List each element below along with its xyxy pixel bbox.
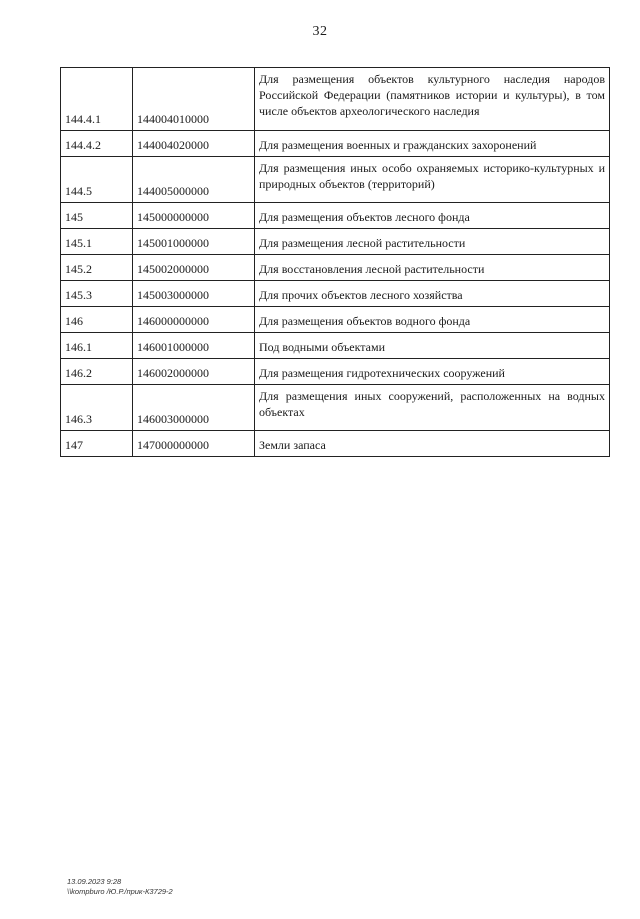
row-description-cell: Для размещения военных и гражданских захоронений [255,131,610,157]
row-number-cell: 145.1 [61,229,133,255]
row-code-cell: 144004010000 [133,68,255,131]
row-description-cell: Для размещения объектов культурного наследия народов Российской Федерации (памятников истории и культуры), в том числе объектов археологического наследия [255,68,610,131]
row-description-cell: Под водными объектами [255,333,610,359]
row-code-cell: 145000000000 [133,203,255,229]
table-row [61,281,610,307]
land-use-codes-table [60,67,610,457]
row-code-cell: 146003000000 [133,385,255,431]
document-footer [67,877,173,897]
row-code-cell: 145002000000 [133,255,255,281]
row-number-cell: 146.2 [61,359,133,385]
row-number-cell: 145.2 [61,255,133,281]
row-description-cell: Для восстановления лесной растительности [255,255,610,281]
table-row [61,68,610,131]
table-row [61,229,610,255]
row-description-cell: Для размещения гидротехнических сооружений [255,359,610,385]
row-code-cell: 146001000000 [133,333,255,359]
row-number-cell: 144.4.1 [61,68,133,131]
footer-timestamp: 13.09.2023 9:28 [67,877,122,886]
table-row [61,131,610,157]
table-row [61,359,610,385]
row-number-cell: 145 [61,203,133,229]
row-number-cell: 144.5 [61,157,133,203]
row-description-cell: Для размещения иных особо охраняемых историко-культурных и природных объектов (территорий) [255,157,610,203]
row-number-cell: 146.3 [61,385,133,431]
table-row [61,385,610,431]
table-row [61,333,610,359]
footer-reference: \\kompburo /Ю.Р./прик-К3729-2 [67,887,173,896]
row-description-cell: Для размещения объектов водного фонда [255,307,610,333]
row-description-cell: Земли запаса [255,431,610,457]
table-row [61,255,610,281]
row-description-cell: Для размещения объектов лесного фонда [255,203,610,229]
row-description-cell: Для прочих объектов лесного хозяйства [255,281,610,307]
table-row [61,157,610,203]
row-number-cell: 144.4.2 [61,131,133,157]
row-code-cell: 146002000000 [133,359,255,385]
row-code-cell: 144004020000 [133,131,255,157]
row-number-cell: 146 [61,307,133,333]
table-row [61,431,610,457]
row-number-cell: 147 [61,431,133,457]
row-code-cell: 147000000000 [133,431,255,457]
row-description-cell: Для размещения иных сооружений, расположенных на водных объектах [255,385,610,431]
row-number-cell: 145.3 [61,281,133,307]
table-body [61,68,610,457]
row-code-cell: 145001000000 [133,229,255,255]
table-row [61,307,610,333]
row-code-cell: 144005000000 [133,157,255,203]
row-code-cell: 145003000000 [133,281,255,307]
row-number-cell: 146.1 [61,333,133,359]
page-number: 32 [312,24,328,39]
row-code-cell: 146000000000 [133,307,255,333]
row-description-cell: Для размещения лесной растительности [255,229,610,255]
table-row [61,203,610,229]
